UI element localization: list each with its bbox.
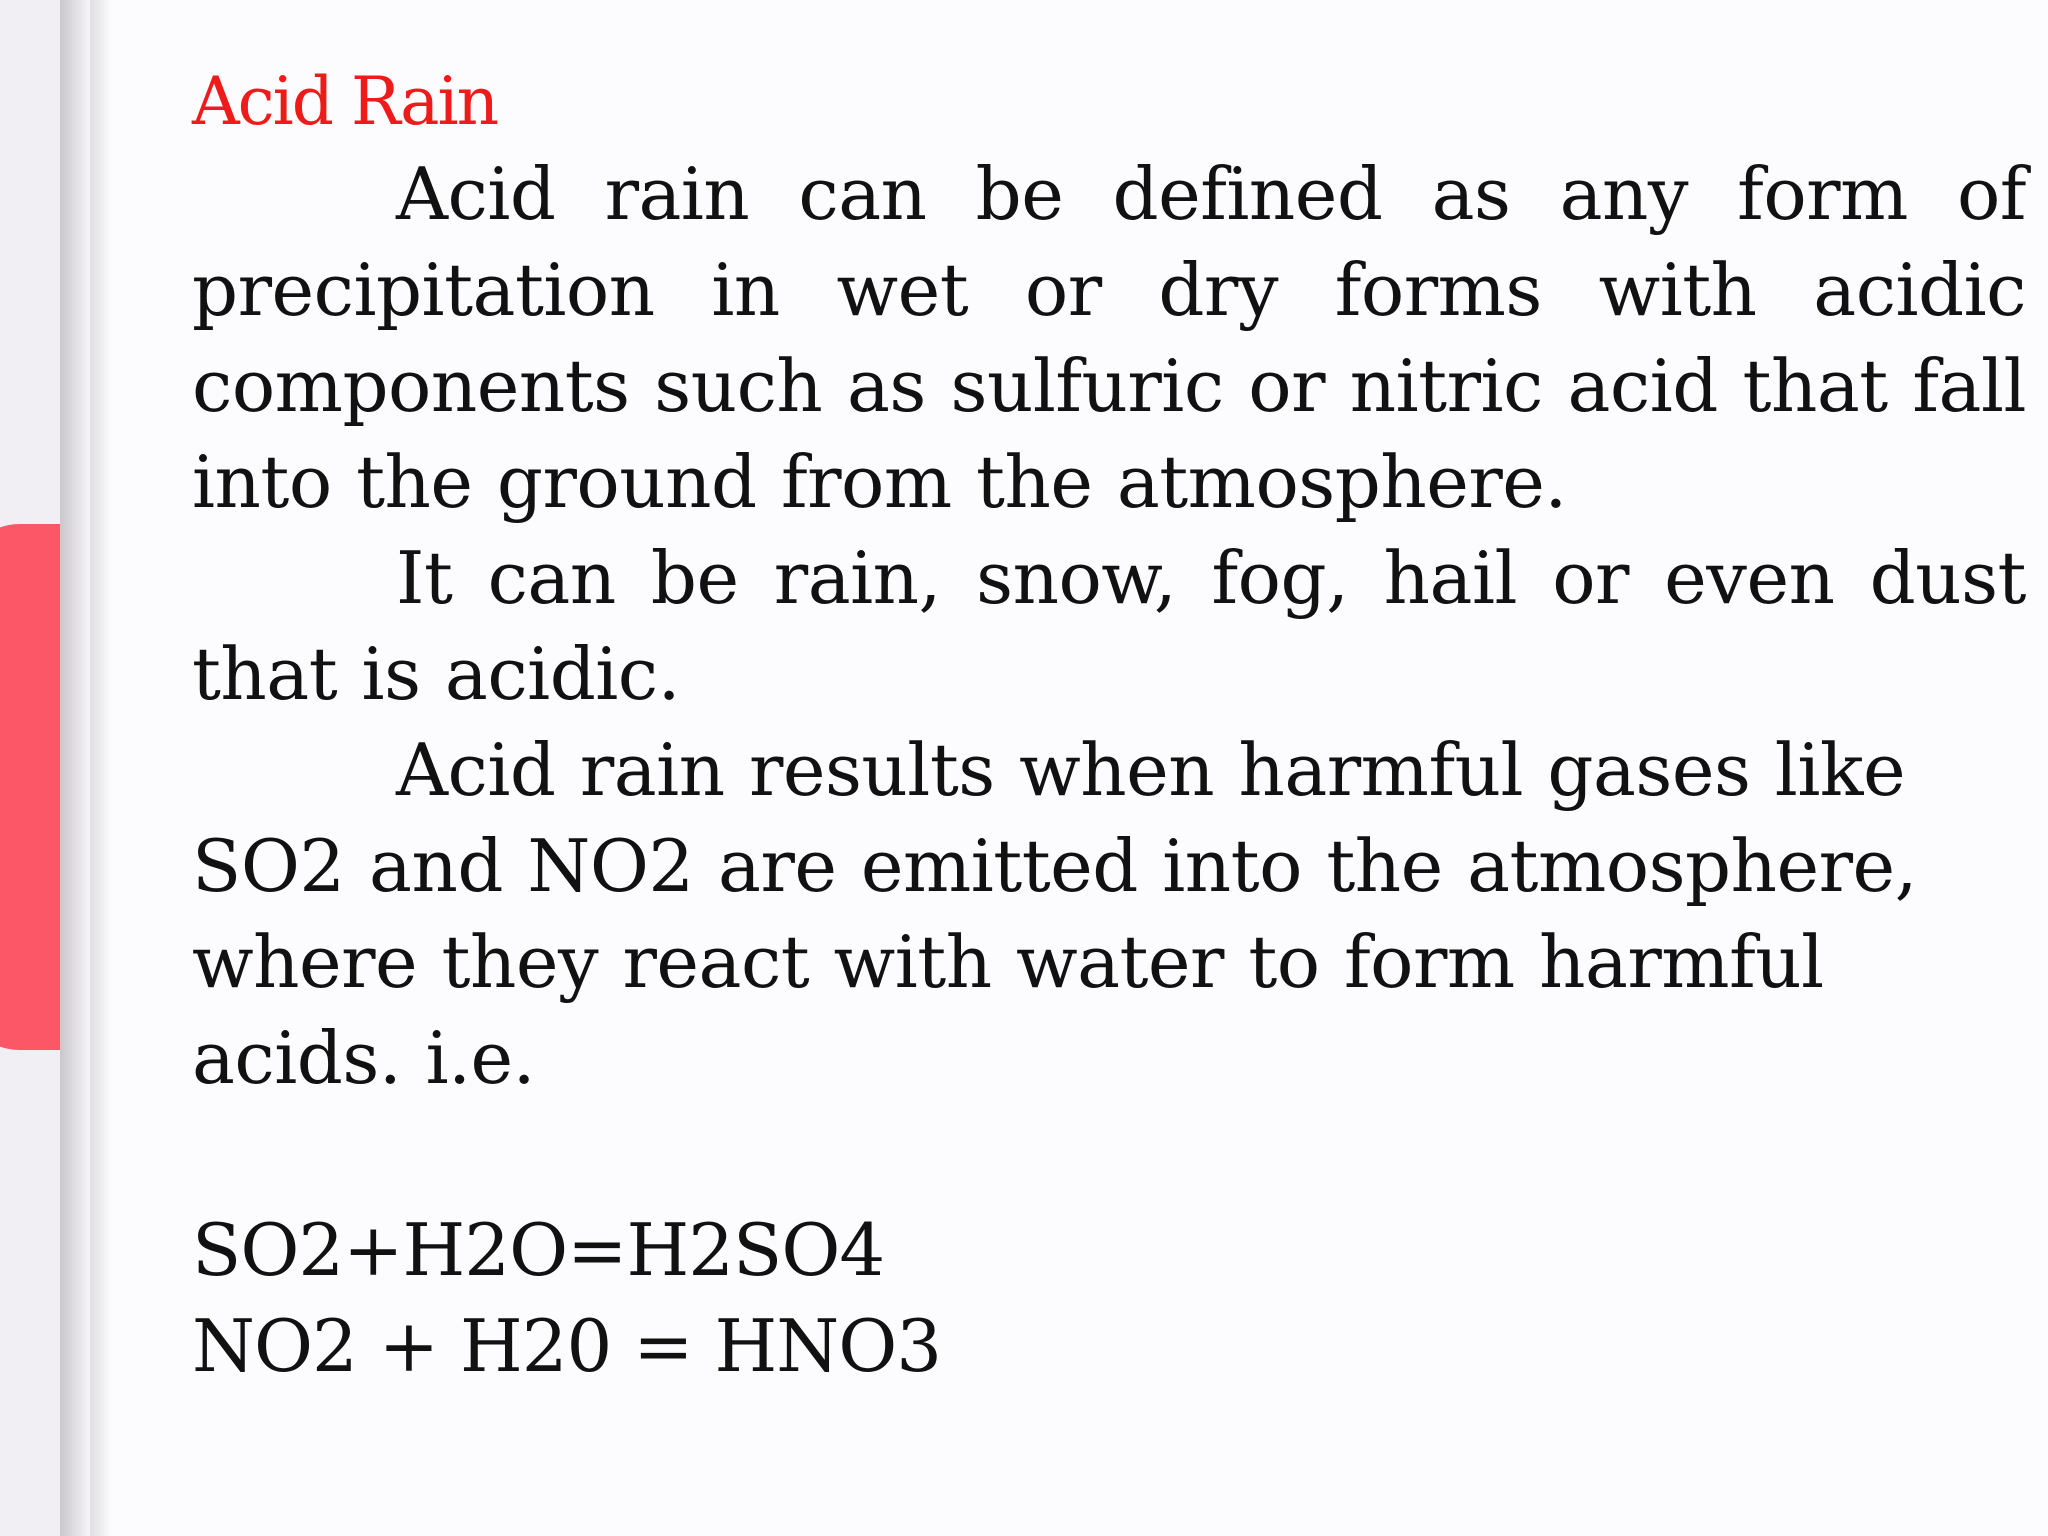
- red-accent-shape: [0, 524, 60, 1050]
- equation-nitric: NO2 + H20 = HNO3: [192, 1304, 942, 1388]
- left-shadow: [90, 0, 112, 1536]
- paragraph-definition: Acid rain can be defined as any form of precipitation in wet or dry forms with acidic components such as sulfuric or nitric acid that fall into the ground from the atmosphere.: [192, 152, 2026, 524]
- spacer: [192, 1106, 2026, 1202]
- slide-title: Acid Rain: [192, 63, 498, 140]
- left-stripe: [60, 0, 90, 1536]
- paragraph-forms: It can be rain, snow, fog, hail or even dust that is acidic.: [192, 536, 2026, 716]
- paragraph-causes: Acid rain results when harmful gases like SO2 and NO2 are emitted into the atmosphere, where they react with water to form harmful acids. i.e.: [192, 728, 1918, 1100]
- equation-sulfuric: SO2+H2O=H2SO4: [192, 1208, 885, 1292]
- slide-content: [192, 58, 2026, 1394]
